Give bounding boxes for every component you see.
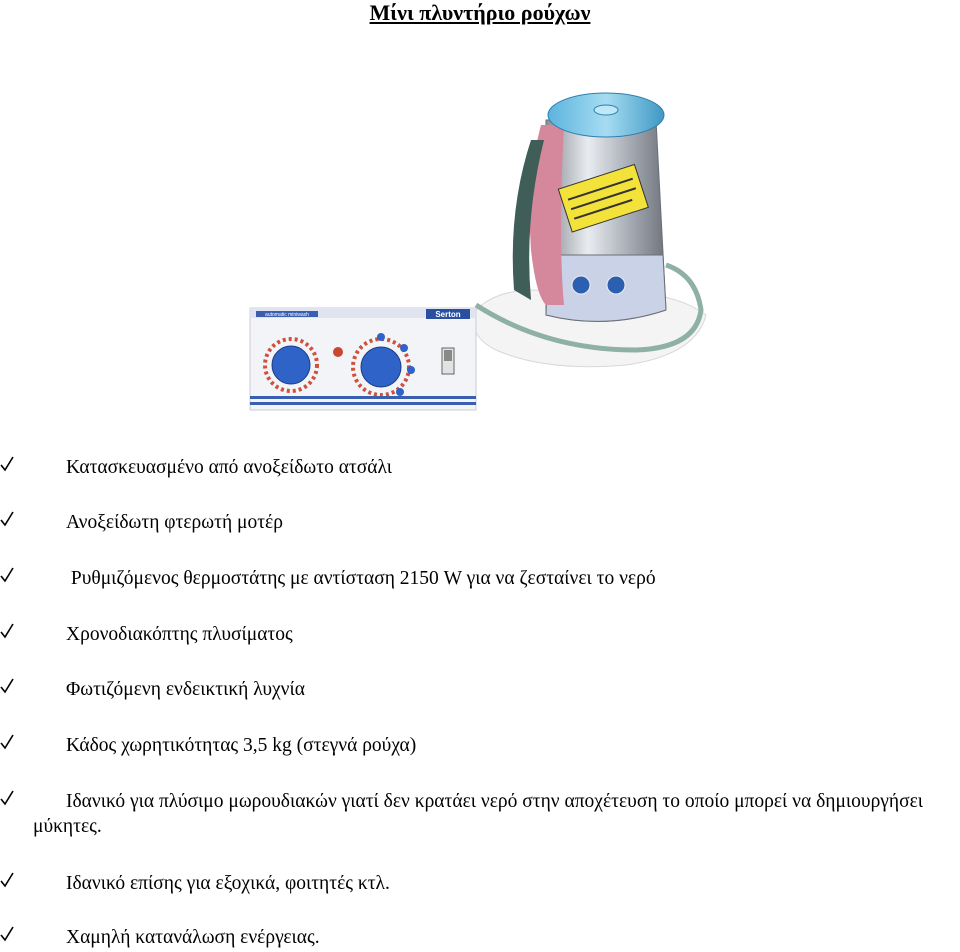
checkmark-icon <box>0 678 14 694</box>
indicator-lamp <box>333 347 343 357</box>
checkmark-icon <box>0 872 14 888</box>
page-title: Μίνι πλυντήριο ρούχων <box>369 0 591 25</box>
thermostat-dial <box>272 346 310 384</box>
panel-label: automatic miniwash <box>265 312 309 318</box>
checkmark-icon <box>0 734 14 750</box>
checkmark-icon <box>0 926 14 942</box>
miniwash-illustration <box>246 80 716 420</box>
checkmark-icon <box>0 790 14 806</box>
panel-brand: Serton <box>435 310 461 319</box>
checkmark-icon <box>0 456 14 472</box>
timer-dial <box>361 347 401 387</box>
checkmark-icon <box>0 567 14 583</box>
product-image <box>246 80 716 420</box>
control-panel <box>250 308 476 410</box>
checkmark-icon <box>0 511 14 527</box>
checkmark-icon <box>0 623 14 639</box>
